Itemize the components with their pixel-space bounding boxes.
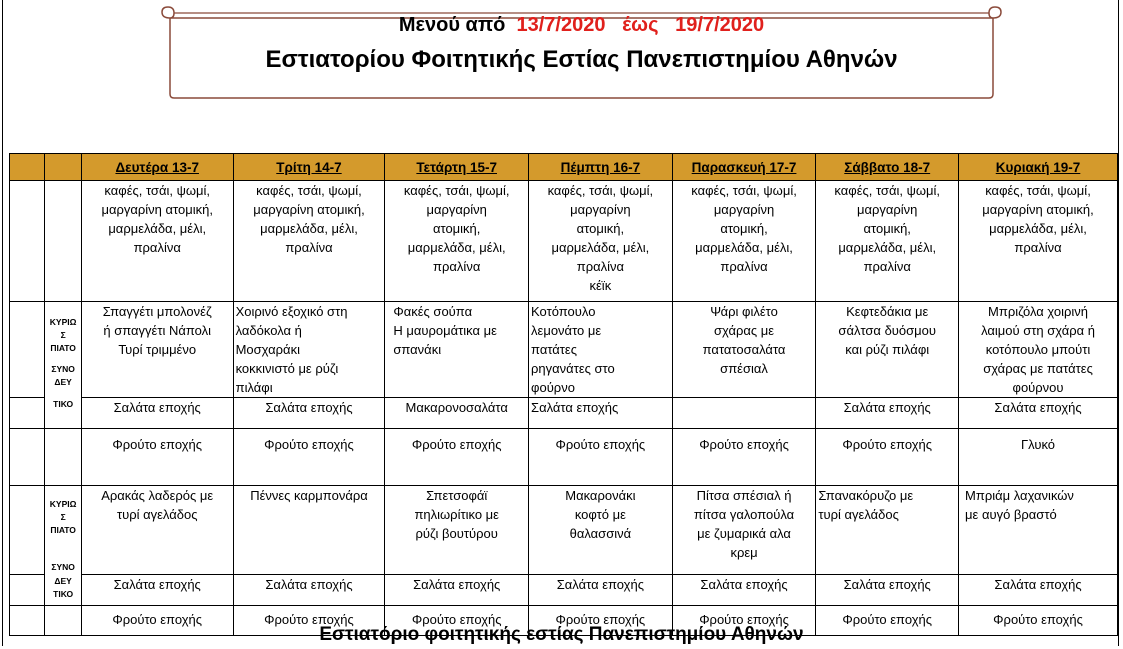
lunch-main-row: [10, 302, 1118, 398]
dinner-label: ΚΥΡΙΩ Σ ΠΙΑΤΟ ΣΥΝΟ: [45, 486, 81, 575]
weekly-menu-table: [9, 153, 1118, 636]
breakfast-cell: καφές, τσάι, ψωμί, μαργαρίνη ατομική, μαρμελάδα, μέλι, πραλίνα: [233, 181, 385, 302]
lunch-label: ΚΥΡΙΩ Σ ΠΙΑΤΟ ΣΥΝΟ ΔΕΥ: [45, 302, 81, 398]
row-label: [10, 302, 45, 398]
lunch-dessert-cell: Φρούτο εποχής: [233, 429, 385, 486]
lunch-main-cell: Σπαγγέτι μπολονέζ ή σπαγγέτι Νάπολι Τυρί τριμμένο: [81, 302, 233, 398]
restaurant-title: Εστιατορίου Φοιτητικής Εστίας Πανεπιστημίου Αθηνών: [265, 46, 898, 73]
day-header: Δευτέρα 13-7: [81, 154, 233, 181]
row-label: [10, 181, 45, 302]
dinner-label: ΔΕΥ ΤΙΚΟ: [45, 575, 81, 606]
dinner-main-row: [10, 486, 1118, 575]
row-label: [10, 398, 45, 429]
row-label: [10, 575, 45, 606]
dinner-side-cell: Σαλάτα εποχής: [529, 575, 673, 606]
lunch-main-cell: Ψάρι φιλέτο σχάρας με πατατοσαλάτα σπέσιαλ: [672, 302, 816, 398]
lunch-dessert-cell: Φρούτο εποχής: [529, 429, 673, 486]
dinner-dessert-cell: Φρούτο εποχής: [672, 606, 816, 636]
lunch-side-cell: Σαλάτα εποχής: [959, 398, 1118, 429]
dinner-main-cell: Πίτσα σπέσιαλ ή πίτσα γαλοπούλα με ζυμαρικά αλα κρεμ: [672, 486, 816, 575]
breakfast-row: [10, 181, 1118, 302]
dinner-dessert-cell: Φρούτο εποχής: [959, 606, 1118, 636]
breakfast-cell: καφές, τσάι, ψωμί, μαργαρίνη ατομική, μαρμελάδα, μέλι, πραλίνα: [959, 181, 1118, 302]
day-header: Τετάρτη 15-7: [385, 154, 529, 181]
dinner-main-cell: Μακαρονάκι κοφτό με θαλασσινά: [529, 486, 673, 575]
date-from: 13/7/2020: [516, 14, 606, 36]
breakfast-cell: καφές, τσάι, ψωμί, μαργαρίνη ατομική, μαρμελάδα, μέλι, πραλίνα: [385, 181, 529, 302]
day-header: Κυριακή 19-7: [959, 154, 1118, 181]
lunch-dessert-cell: Φρούτο εποχής: [81, 429, 233, 486]
lunch-dessert-row: [10, 429, 1118, 486]
breakfast-cell: καφές, τσάι, ψωμί, μαργαρίνη ατομική, μαρμελάδα, μέλι, πραλίνα: [816, 181, 959, 302]
lunch-dessert-cell: Φρούτο εποχής: [672, 429, 816, 486]
lunch-main-cell: Κοτόπουλο λεμονάτο με πατάτες ρηγανάτες στο φούρνο: [529, 302, 673, 398]
day-header: Πέμπτη 16-7: [529, 154, 673, 181]
dinner-dessert-cell: Φρούτο εποχής: [81, 606, 233, 636]
lunch-main-cell: Μπριζόλα χοιρινή λαιμού στη σχάρα ή κοτόπουλο μπούτι σχάρας με πατάτες φούρνου: [959, 302, 1118, 398]
dinner-main-cell: Μπριάμ λαχανικών με αυγό βραστό: [959, 486, 1118, 575]
dinner-side-cell: Σαλάτα εποχής: [233, 575, 385, 606]
blank-header: [45, 154, 81, 181]
lunch-label: ΤΙΚΟ: [45, 398, 81, 429]
lunch-side-row: [10, 398, 1118, 429]
dinner-side-cell: Σαλάτα εποχής: [672, 575, 816, 606]
date-to: 19/7/2020: [675, 14, 765, 36]
dinner-main-cell: Σπετσοφάϊ πηλιωρίτικο με ρύζι βουτύρου: [385, 486, 529, 575]
breakfast-cell: καφές, τσάι, ψωμί, μαργαρίνη ατομική, μαρμελάδα, μέλι, πραλίνα: [81, 181, 233, 302]
dinner-side-cell: Σαλάτα εποχής: [81, 575, 233, 606]
lunch-main-cell: Χοιρινό εξοχικό στη λαδόκολα ή Μοσχαράκι κοκκινιστό με ρύζι πιλάφι: [233, 302, 385, 398]
day-header: Παρασκευή 17-7: [672, 154, 816, 181]
lunch-side-cell: Μακαρονοσαλάτα: [385, 398, 529, 429]
day-header: Σάββατο 18-7: [816, 154, 959, 181]
dinner-dessert-cell: Φρούτο εποχής: [233, 606, 385, 636]
row-label: [10, 486, 45, 575]
dinner-main-cell: Αρακάς λαδερός με τυρί αγελάδος: [81, 486, 233, 575]
breakfast-cell: καφές, τσάι, ψωμί, μαργαρίνη ατομική, μαρμελάδα, μέλι, πραλίνα κέϊκ: [529, 181, 673, 302]
blank-header: [10, 154, 45, 181]
dinner-side-cell: Σαλάτα εποχής: [385, 575, 529, 606]
dinner-dessert-cell: Φρούτο εποχής: [529, 606, 673, 636]
breakfast-cell: καφές, τσάι, ψωμί, μαργαρίνη ατομική, μαρμελάδα, μέλι, πραλίνα: [672, 181, 816, 302]
lunch-side-cell: Σαλάτα εποχής: [233, 398, 385, 429]
lunch-dessert-cell: Φρούτο εποχής: [385, 429, 529, 486]
footer-title: Εστιατόριο φοιτητικής εστίας Πανεπιστημίου Αθηνών: [319, 624, 804, 645]
dinner-main-cell: Πέννες καρμπονάρα: [233, 486, 385, 575]
row-label: [45, 429, 81, 486]
day-header: Τρίτη 14-7: [233, 154, 385, 181]
lunch-dessert-cell: Γλυκό: [959, 429, 1118, 486]
dinner-side-cell: Σαλάτα εποχής: [816, 575, 959, 606]
menu-period-title: [160, 14, 1003, 37]
lunch-side-cell: Σαλάτα εποχής: [816, 398, 959, 429]
row-label: [45, 181, 81, 302]
dinner-dessert-cell: Φρούτο εποχής: [816, 606, 959, 636]
title-banner: [160, 6, 1003, 102]
lunch-side-cell: Σαλάτα εποχής: [81, 398, 233, 429]
date-between: έως: [622, 14, 659, 36]
lunch-main-cell: Φακές σούπα Η μαυρομάτικα με σπανάκι: [385, 302, 529, 398]
lunch-side-cell: Σαλάτα εποχής: [529, 398, 673, 429]
lunch-main-cell: Κεφτεδάκια με σάλτσα δυόσμου και ρύζι πιλάφι: [816, 302, 959, 398]
dinner-side-cell: Σαλάτα εποχής: [959, 575, 1118, 606]
day-header-row: [10, 154, 1118, 181]
row-label: [10, 429, 45, 486]
dinner-dessert-cell: Φρούτο εποχής: [385, 606, 529, 636]
dinner-side-row: [10, 575, 1118, 606]
lunch-side-cell: [672, 398, 816, 429]
dinner-main-cell: Σπανακόρυζο με τυρί αγελάδος: [816, 486, 959, 575]
menu-prefix: Μενού από: [398, 14, 506, 36]
lunch-dessert-cell: Φρούτο εποχής: [816, 429, 959, 486]
